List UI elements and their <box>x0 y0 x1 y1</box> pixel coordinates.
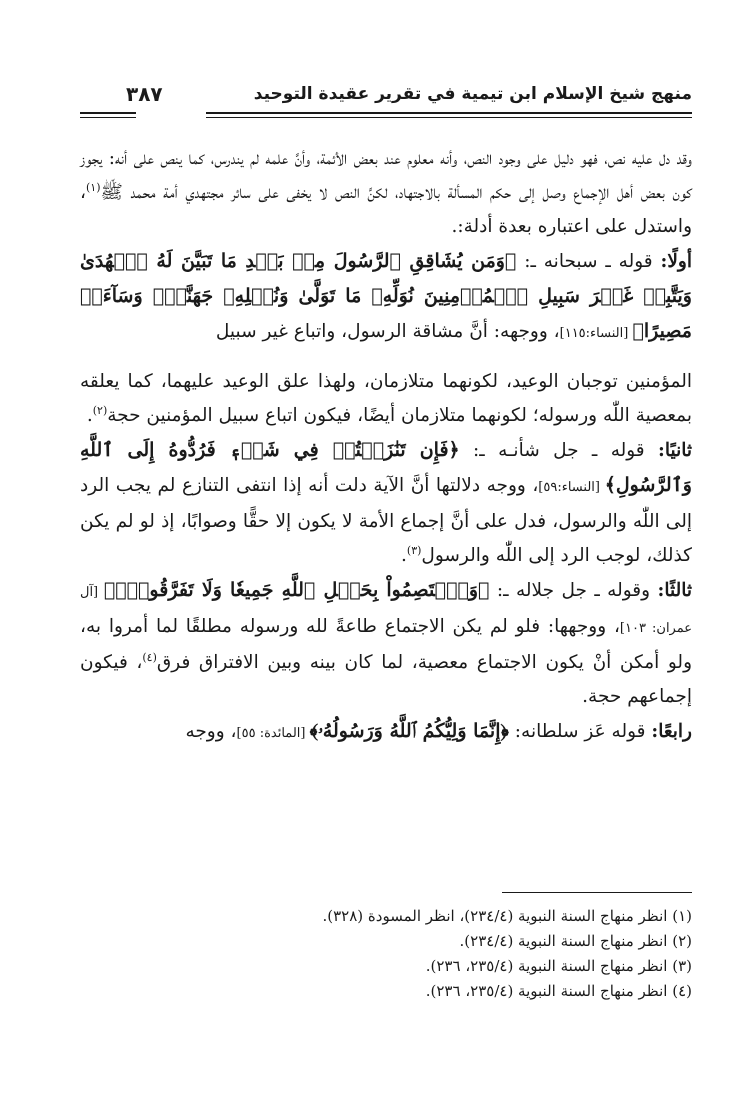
paragraph <box>80 365 692 433</box>
header-title: منهج شيخ الإسلام ابن تيمية في تقرير عقيدة التوحيد <box>253 84 692 104</box>
paragraph-text: ، ووجهه: أنَّ مشاقة الرسول، واتباع غير سبيل <box>215 321 560 342</box>
paragraph-text: قوله ـ جل شأنـه ـ: <box>459 440 659 461</box>
paragraph-text: قوله عَز سلطانه: <box>508 721 652 742</box>
footnote-marker: (٤) <box>142 650 157 664</box>
header-rule-short <box>80 112 136 118</box>
paragraph-text: ، ووجه دلالتها أنَّ الآية دلت أنه إذا انتفى التنازع لم يجب الرد إلى اللّٰه والرسول، فدل على أنَّ إجماع الأمة لا يكون إلا حقًّا وصوابًا، إذ لو لم يكن كذلك، لوجب الرد إلى اللّٰه والرسول <box>80 475 692 566</box>
paragraph <box>80 433 692 573</box>
footnote: (٣) انظر منهاج السنة النبوية (٢٣٥/٤، ٢٣٦). <box>425 957 692 975</box>
verse-reference: [النساء:١١٥] <box>559 326 633 341</box>
verse-reference: [المائدة: ٥٥] <box>236 726 310 741</box>
paragraph-text: وقوله ـ جل جلاله ـ: <box>489 580 658 601</box>
verse-reference: [النساء:٥٩] <box>538 480 605 495</box>
quran-verse: ﴿فَإِن تَنَٰزَعۡتُمۡ فِي شَيۡءٖ فَرُدُّوهُ إِلَى ٱللَّهِ وَٱلرَّسُولِ﴾ <box>80 439 692 496</box>
footnotes <box>80 904 692 1004</box>
footnote-separator <box>502 892 692 893</box>
point-label: ثالثًا: <box>657 580 692 601</box>
main-text <box>80 142 692 751</box>
paragraph-text: ، ووجه <box>185 721 237 742</box>
paragraph <box>80 573 692 714</box>
footnote: (٢) انظر منهاج السنة النبوية (٢٣٤/٤). <box>459 932 692 950</box>
spacer <box>80 351 692 365</box>
paragraph-text: . <box>86 405 93 426</box>
book-page <box>80 60 692 1060</box>
quran-verse: ﴿إِنَّمَا وَلِيُّكُمُ ٱللَّهُ وَرَسُولُهُۥ﴾ <box>309 720 509 742</box>
paragraph-text: . <box>401 545 407 566</box>
quran-verse: ﴿وَٱعۡتَصِمُواْ بِحَبۡلِ ٱللَّهِ جَمِيعٗا وَلَا تَفَرَّقُواْۚ﴾ <box>103 579 490 601</box>
header-rule <box>206 112 692 118</box>
point-label: رابعًا: <box>651 721 692 742</box>
quran-verse: ﴿وَمَن يُشَاقِقِ ٱلرَّسُولَ مِنۢ بَعۡدِ مَا تَبَيَّنَ لَهُ ٱلۡهُدَىٰ وَيَتَّبِعۡ غَيۡرَ سَبِيلِ ٱلۡمُؤۡمِنِينَ نُوَلِّهِۦ مَا تَوَلَّىٰ وَنُصۡلِهِۦ جَهَنَّمَۖ وَسَآءَتۡ مَصِيرًا﴾ <box>80 250 692 342</box>
paragraph-text: المؤمنين توجبان الوعيد، لكونهما متلازمان، ولهذا علق الوعيد عليهما، كما يعلقه بمعصية اللّٰه ورسوله؛ لكونهما متلازمان أيضًا، فيكون اتباع سبيل المؤمنين حجة <box>80 371 692 426</box>
footnote: (٤) انظر منهاج السنة النبوية (٢٣٥/٤، ٢٣٦). <box>425 982 692 1000</box>
running-header <box>80 82 692 122</box>
verse-reference: [آل عمران: ١٠٣] <box>80 585 692 636</box>
point-label: أولًا: <box>660 251 692 272</box>
paragraph <box>80 714 692 751</box>
paragraph-text: ، فيكون إجماعهم حجة. <box>80 652 692 707</box>
paragraph-text: قوله ـ سبحانه ـ: <box>516 251 661 272</box>
footnote: (١) انظر منهاج السنة النبوية (٢٣٤/٤)، انظر المسودة (٣٢٨). <box>322 907 692 925</box>
paragraph-text: ، ووجهها: فلو لم يكن الاجتماع طاعةً لله ورسوله مطلقًا لما أمروا به، ولو أمكن أنْ يكون الاجتماع معصية، لما كان بينه وبين الافتراق فرق <box>80 616 692 673</box>
paragraph-text: ، واستدل على اعتباره بعدة أدلة:. <box>80 182 692 237</box>
point-label: ثانيًا: <box>658 440 693 461</box>
footnote-marker: (٣) <box>406 543 422 557</box>
footnote-marker: (١) <box>85 180 101 194</box>
paragraph <box>80 244 692 351</box>
page-number: ٣٨٧ <box>126 82 163 106</box>
paragraph-text: وقد دل عليه نص، فهو دليل على وجود النص، وأنه معلوم عند بعض الأئمة، وأنَّ علمه لم يندرس، كما ينص على أنه: يجوز كون بعض أهل الإجماع وصل إلى حكم المسألة بالاجتهاد، لكنَّ النص لا يخفى على سائر مجتهدي أمة محمد ﷺ <box>80 148 692 203</box>
footnote-marker: (٢) <box>92 403 108 417</box>
paragraph <box>80 142 692 244</box>
